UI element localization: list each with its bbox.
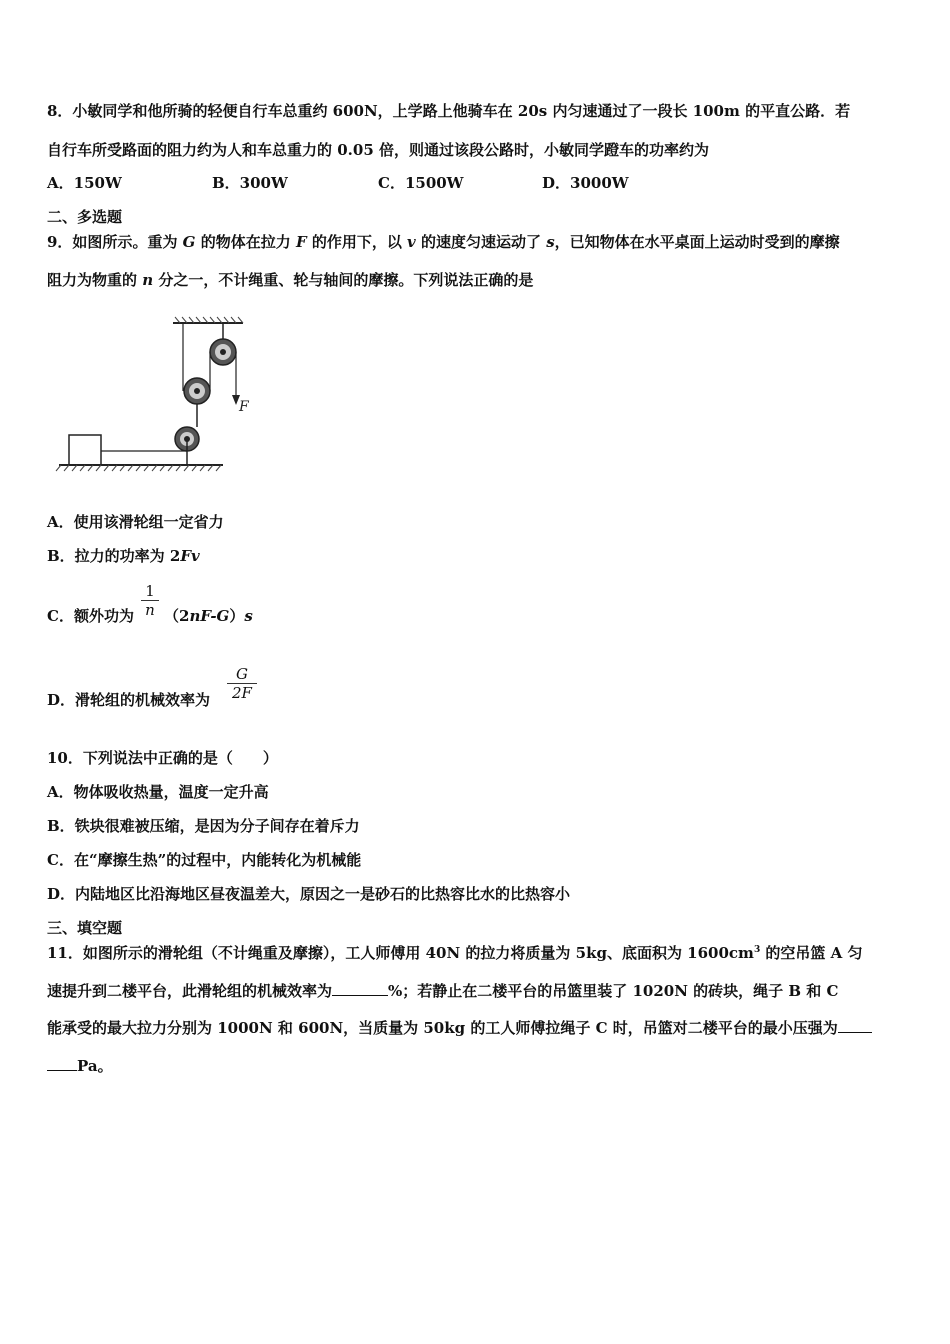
section-heading-fill-in: 三、填空题 [47, 919, 123, 937]
q11-line2: 速提升到二楼平台，此滑轮组的机械效率为 %；若静止在二楼平台的吊篮里装了 1020N 的砖块，绳子 B 和 C [47, 982, 839, 1000]
movable-pulley [184, 378, 210, 404]
q10-option-d: D．内陆地区比沿海地区昼夜温差大，原因之一是砂石的比热容比水的比热容小 [47, 885, 571, 903]
fixed-pulley [210, 339, 236, 365]
q8-option-a: A．150W [47, 174, 122, 192]
q9-option-a: A．使用该滑轮组一定省力 [47, 513, 224, 531]
q10-stem: 10．下列说法中正确的是（ ） [47, 749, 278, 767]
q9-line1: 9．如图所示。重为 G 的物体在拉力 F 的作用下，以 v 的速度匀速运动了 s，已知物体在水平桌面上运动时受到的摩擦 [47, 233, 840, 251]
section-heading-multiple-choice: 二、多选题 [47, 208, 123, 226]
q11-line1: 11．如图所示的滑轮组（不计绳重及摩擦），工人师傅用 40N 的拉力将质量为 5kg、底面积为 $1600cm^3$ 的空吊篮 A 匀 [47, 944, 863, 962]
q9-option-b: B．拉力的功率为 2Fv [47, 547, 200, 565]
answer-blank-efficiency[interactable] [332, 981, 388, 996]
q11-line3: 能承受的最大拉力分别为 1000N 和 600N，当质量为 50kg 的工人师傅拉绳子 C 时，吊篮对二楼平台的最小压强为 [47, 1018, 872, 1038]
q9-option-c-fraction: 1 n [141, 582, 159, 619]
force-label: F [239, 399, 249, 415]
q11-line4: Pa。 [47, 1056, 113, 1076]
ground-surface [56, 465, 223, 471]
q8-option-d: D．3000W [542, 174, 629, 192]
q8-line1: 8．小敏同学和他所骑的轻便自行车总重约 600N，上学路上他骑车在 20s 内匀速通过了一段长 100m 的平直公路．若 [47, 102, 851, 120]
pulley-system-figure [55, 315, 255, 475]
q9-line2: 阻力为物重的 n 分之一，不计绳重、轮与轴间的摩擦。下列说法正确的是 [47, 271, 534, 289]
q10-option-b: B．铁块很难被压缩，是因为分子间存在着斥力 [47, 817, 360, 835]
ceiling-support [173, 317, 243, 323]
q9-option-c-expression: （2nF-G）s [164, 607, 253, 625]
q8-option-b: B．300W [212, 174, 288, 192]
answer-blank-pressure-part1[interactable] [838, 1018, 872, 1033]
answer-blank-pressure-part2[interactable] [47, 1056, 77, 1071]
q9-option-d-fraction: G 2F [227, 665, 257, 702]
q10-option-c: C．在“摩擦生热”的过程中，内能转化为机械能 [47, 851, 362, 869]
q9-option-c: C．额外功为 [47, 607, 134, 625]
block-object [69, 435, 101, 465]
q10-option-a: A．物体吸收热量，温度一定升高 [47, 783, 269, 801]
q8-option-c: C．1500W [378, 174, 464, 192]
q8-line2: 自行车所受路面的阻力约为人和车总重力的 0.05 倍，则通过该段公路时，小敏同学蹬车的功率约为 [47, 141, 709, 159]
q9-option-d: D．滑轮组的机械效率为 [47, 691, 211, 709]
